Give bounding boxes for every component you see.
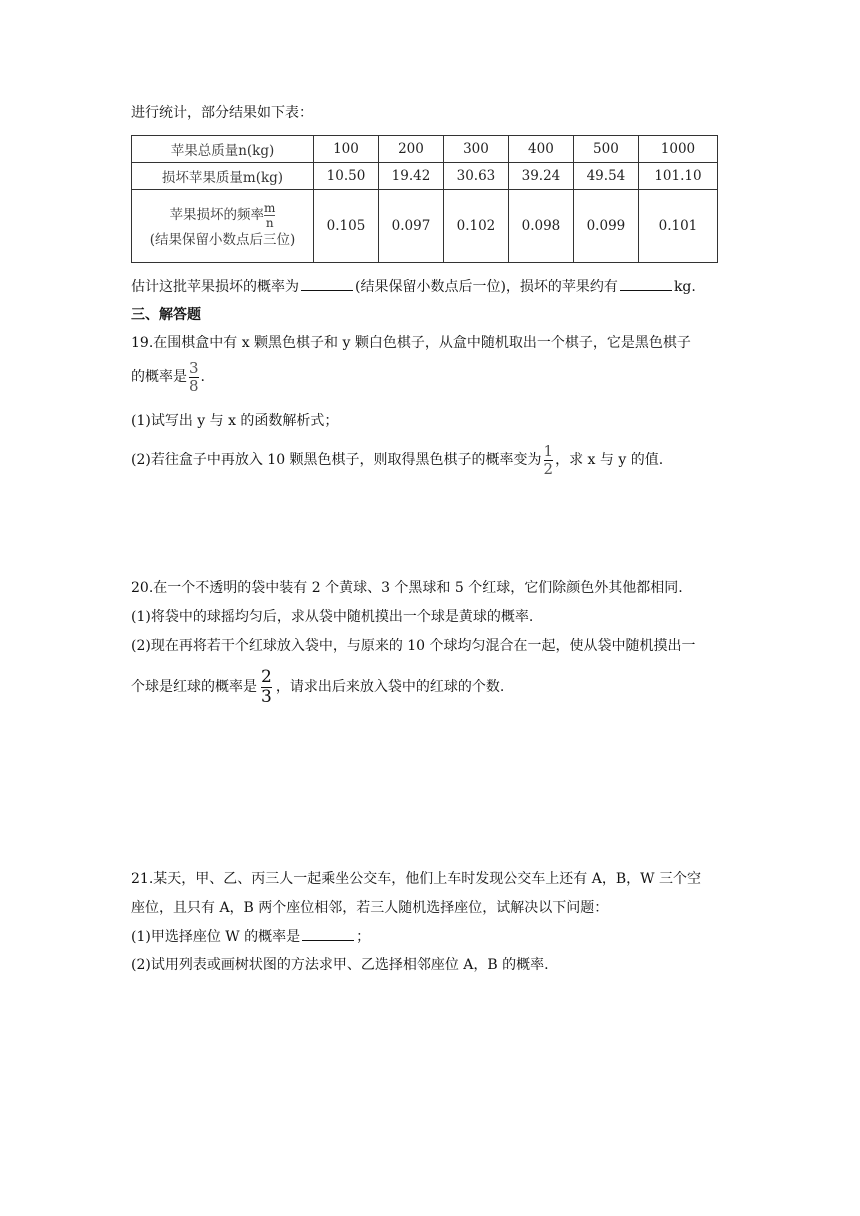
fraction-2-3 bbox=[261, 666, 272, 707]
q21-part1 bbox=[131, 926, 370, 947]
q19-part2-text: (2)若往盒子中再放入 10 颗黑色棋子，则取得黑色棋子的概率变为 bbox=[131, 452, 542, 468]
q21-line1: 21.某天，甲、乙、丙三人一起乘坐公交车，他们上车时发现公交车上还有 A，B，W 三个空 bbox=[131, 871, 701, 887]
q19-part2 bbox=[131, 443, 663, 477]
table-cell: 19.42 bbox=[378, 163, 443, 190]
q21-part1-text-b: ； bbox=[356, 929, 371, 945]
fraction-numerator: 1 bbox=[543, 441, 554, 460]
answer-blank[interactable] bbox=[620, 276, 672, 291]
q18-text-c: kg. bbox=[673, 279, 696, 295]
table-cell: 49.54 bbox=[573, 163, 638, 190]
q21-part2: (2)试用列表或画树状图的方法求甲、乙选择相邻座位 A，B 的概率. bbox=[131, 957, 549, 973]
table-row-label: 苹果总质量n(kg) bbox=[132, 136, 314, 163]
rounding-note: (结果保留小数点后三位) bbox=[149, 231, 296, 248]
table-row bbox=[132, 163, 718, 190]
fraction-numerator: 2 bbox=[261, 666, 272, 687]
table-row bbox=[132, 136, 718, 163]
table-row-label: 损坏苹果质量m(kg) bbox=[132, 163, 314, 190]
q19-part1: (1)试写出 y 与 x 的函数解析式； bbox=[131, 413, 339, 429]
table-cell: 39.24 bbox=[508, 163, 573, 190]
table-cell: 200 bbox=[378, 136, 443, 163]
q18-text-b: (结果保留小数点后一位)，损坏的苹果约有 bbox=[355, 279, 618, 295]
q20-part2-line2 bbox=[131, 667, 504, 707]
fraction-denominator: 8 bbox=[189, 376, 199, 395]
q19-period: . bbox=[200, 369, 205, 385]
table-cell: 300 bbox=[443, 136, 508, 163]
q19-line2 bbox=[131, 360, 205, 394]
table-cell: 0.098 bbox=[508, 190, 573, 263]
q20-line1: 20.在一个不透明的袋中装有 2 个黄球、3 个黑球和 5 个红球，它们除颜色外其他都相同. bbox=[131, 580, 683, 596]
q20-text-b: ，请求出后来放入袋中的红球的个数. bbox=[275, 679, 505, 695]
q19-line1: 19.在围棋盒中有 x 颗黑色棋子和 y 颗白色棋子，从盒中随机取出一个棋子，它是黑色棋子 bbox=[131, 335, 691, 351]
q20-part2-line1: (2)现在再将若干个红球放入袋中，与原来的 10 个球均匀混合在一起，使从袋中随机摸出一 bbox=[131, 638, 696, 654]
q21-part1-text: (1)甲选择座位 W 的概率是 bbox=[131, 929, 301, 945]
table-cell: 101.10 bbox=[638, 163, 717, 190]
answer-blank[interactable] bbox=[301, 276, 353, 291]
table-cell: 0.099 bbox=[573, 190, 638, 263]
table-cell: 500 bbox=[573, 136, 638, 163]
table-cell: 100 bbox=[314, 136, 379, 163]
q21-line2: 座位，且只有 A，B 两个座位相邻，若三人随机选择座位，试解决以下问题： bbox=[131, 900, 609, 916]
q18-text-a: 估计这批苹果损坏的概率为 bbox=[131, 279, 299, 295]
table-cell: 0.097 bbox=[378, 190, 443, 263]
fraction-numerator: m bbox=[264, 200, 276, 215]
q20-part1: (1)将袋中的球摇均匀后，求从袋中随机摸出一个球是黄球的概率. bbox=[131, 609, 534, 625]
fraction-denominator: n bbox=[265, 215, 274, 230]
intro-text: 进行统计，部分结果如下表： bbox=[131, 105, 313, 121]
q20-text: 个球是红球的概率是 bbox=[131, 679, 257, 695]
table-cell: 10.50 bbox=[314, 163, 379, 190]
q18-estimate-line bbox=[131, 276, 696, 297]
fraction-denominator: 3 bbox=[261, 686, 272, 707]
fraction-3-8 bbox=[189, 358, 199, 395]
table-cell: 0.102 bbox=[443, 190, 508, 263]
table-cell: 30.63 bbox=[443, 163, 508, 190]
table-row-label bbox=[132, 190, 314, 263]
fraction-denominator: 2 bbox=[543, 459, 554, 478]
fraction-1-2 bbox=[543, 441, 554, 478]
frequency-label: 苹果损坏的频率 bbox=[169, 206, 265, 223]
q19-text: 的概率是 bbox=[131, 369, 187, 385]
frequency-fraction bbox=[264, 202, 275, 229]
apple-stats-table bbox=[131, 135, 718, 263]
answer-blank[interactable] bbox=[302, 926, 354, 941]
table-cell: 400 bbox=[508, 136, 573, 163]
table-cell: 0.101 bbox=[638, 190, 717, 263]
table-row bbox=[132, 190, 718, 263]
table-cell: 0.105 bbox=[314, 190, 379, 263]
section-title: 三、解答题 bbox=[131, 307, 201, 323]
fraction-numerator: 3 bbox=[189, 358, 199, 377]
table-cell: 1000 bbox=[638, 136, 717, 163]
q19-part2-text-b: ，求 x 与 y 的值. bbox=[555, 452, 664, 468]
